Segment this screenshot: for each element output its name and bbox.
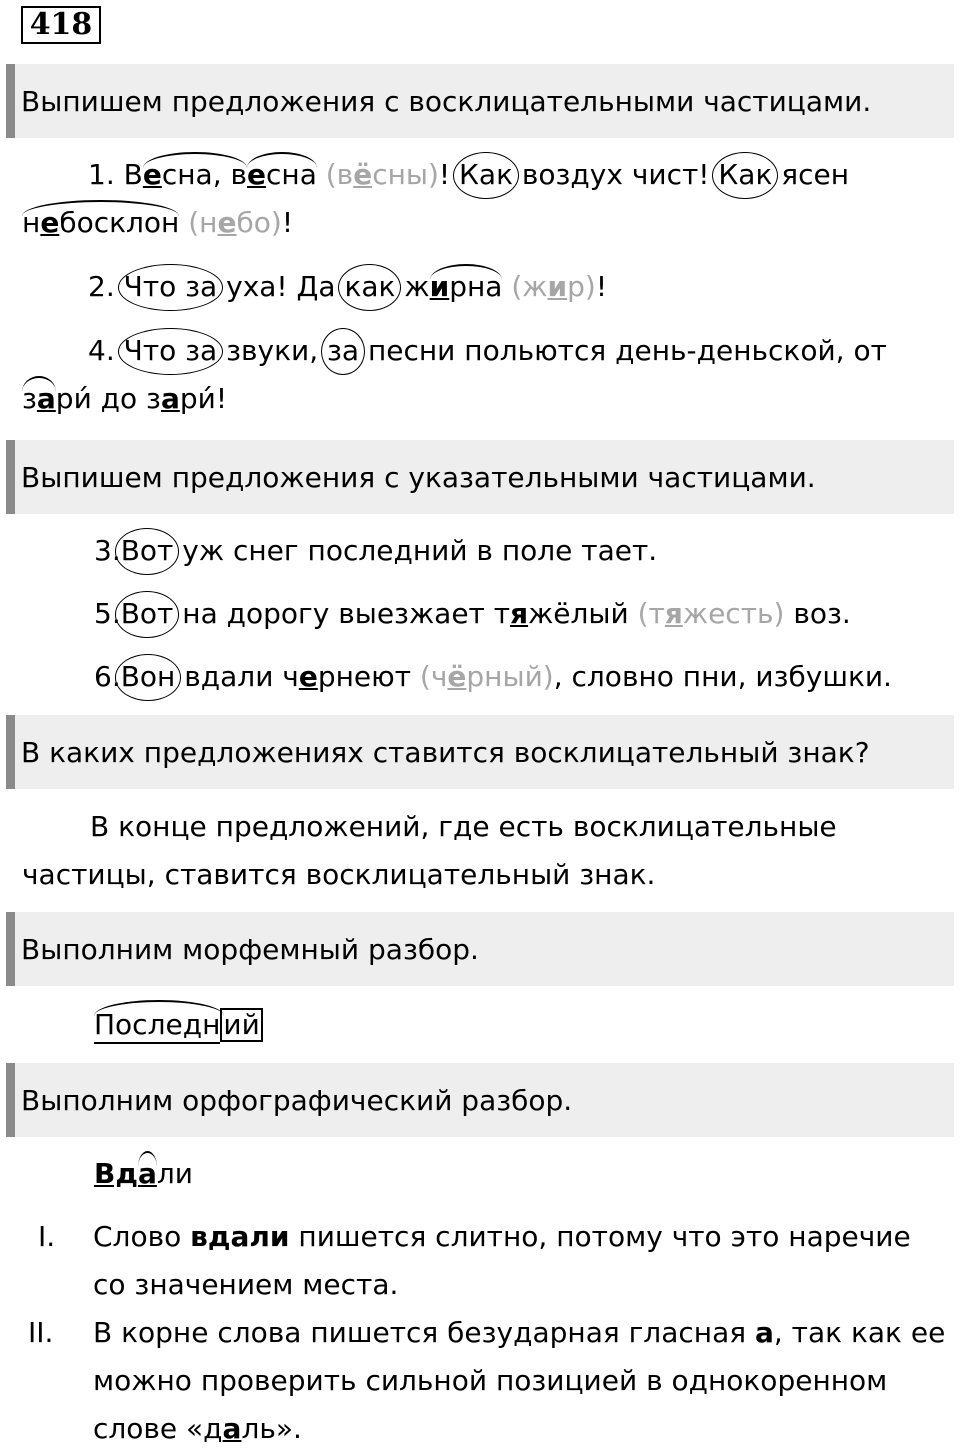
section-header-demonstrative [6, 440, 954, 514]
item-2-line-3: слове «даль». [93, 1412, 302, 1445]
item-2-line-1: В корне слова пишется безударная гласная а, так как ее [93, 1316, 946, 1349]
root-arc: а [137, 1157, 157, 1190]
item-1-line-1: Слово вдали пишется слитно, потому что это наречие [93, 1220, 911, 1253]
section-header-exclamatory [6, 64, 954, 138]
ortho-word: Вдали [94, 1157, 193, 1190]
check-word: (тяжесть) [628, 597, 785, 630]
word-ending: ий [220, 1008, 262, 1042]
section-title: В каких предложениях ставится восклицательный знак? [21, 735, 870, 769]
task-number: 418 [21, 6, 101, 44]
check-word: (жир) [502, 270, 596, 303]
word-base [94, 1008, 220, 1044]
particle-circle: Вот [120, 534, 174, 567]
particle-circle: за [327, 334, 360, 367]
root-arc: за [22, 382, 56, 415]
particle-circle: Как [459, 158, 513, 191]
particle-circle: Что за [123, 334, 218, 367]
section-title: Выполним орфографический разбор. [21, 1083, 573, 1117]
sentence-2: 2. Что за уха! Да как жирна (жир)! [88, 270, 608, 303]
root-arc: небосклон [22, 206, 180, 239]
item-1-line-2: со значением места. [93, 1268, 399, 1301]
item-2-line-2: можно проверить сильной позицией в однокоренном [93, 1364, 888, 1397]
section-header-question [6, 715, 954, 789]
sentence-5: 5.Вот на дорогу выезжает тяжёлый (тяжесть) воз. [94, 597, 851, 630]
list-number: II. [28, 1316, 54, 1349]
list-number: I. [38, 1220, 56, 1253]
particle-circle: Что за [123, 270, 218, 303]
section-title: Выпишем предложения с восклицательными частицами. [21, 84, 872, 118]
sentence-6: 6.Вон вдали чернеют (чёрный), словно пни, избушки. [94, 660, 892, 693]
check-word: (чёрный) [411, 660, 554, 693]
check-word: (небо) [179, 206, 282, 239]
sentence-4-line-1: 4. Что за звуки, за песни польются день-деньской, от [88, 334, 887, 367]
sentence-1-line-1: 1. Весна, весна (вёсны)! Как воздух чист! Как ясен [88, 158, 850, 191]
section-title: Выпишем предложения с указательными частицами. [21, 460, 816, 494]
sentence-1-line-2: небосклон (небо)! [22, 206, 294, 239]
answer-line-1: В конце предложений, где есть восклицательные [90, 810, 837, 843]
sentence-3: 3.Вот уж снег последний в поле тает. [94, 534, 658, 567]
morpheme-word [94, 1008, 263, 1044]
section-title: Выполним морфемный разбор. [21, 932, 479, 966]
particle-circle: Как [718, 158, 773, 191]
word-root: Последн [94, 1008, 221, 1041]
root-arc: есна, в [142, 158, 247, 191]
section-header-morpheme [6, 912, 954, 986]
check-word: (вёсны) [316, 158, 439, 191]
sentence-4-line-2: зари́ до зари́! [22, 382, 228, 415]
root-arc: есна [247, 158, 317, 191]
root-arc: ирна [429, 270, 503, 303]
particle-circle: Вот [120, 597, 174, 630]
section-header-orthography [6, 1063, 954, 1137]
answer-line-2: частицы, ставится восклицательный знак. [22, 858, 656, 891]
particle-circle: как [344, 270, 396, 303]
particle-circle: Вон [120, 660, 176, 693]
